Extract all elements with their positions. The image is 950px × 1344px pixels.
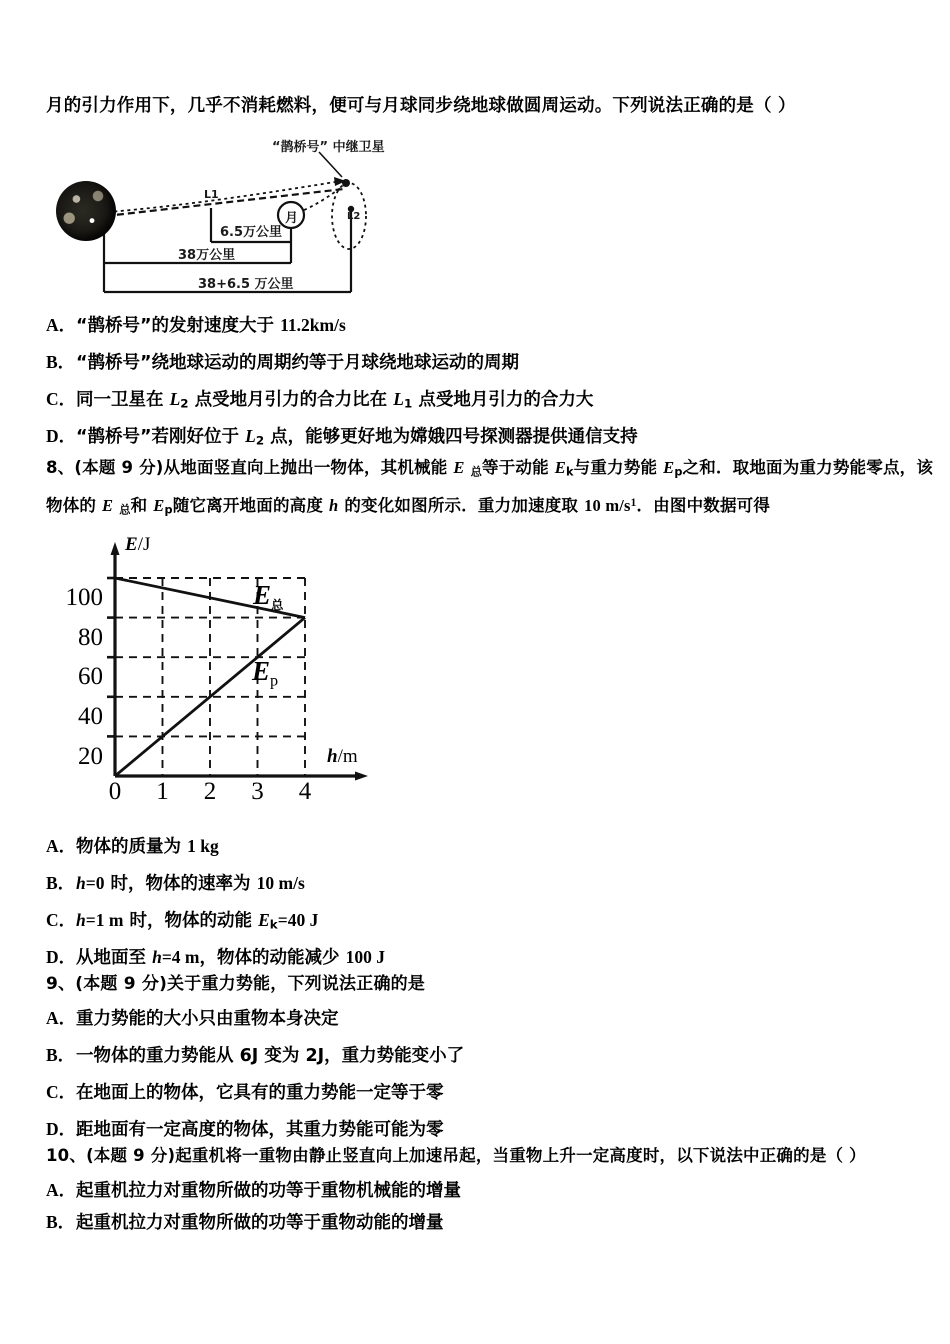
q7-option-a-text: “鹊桥号”的发射速度大于 11.2km/s xyxy=(76,315,346,336)
q8-option-a xyxy=(46,836,219,858)
q7-option-c-letter: C． xyxy=(46,389,77,409)
l2-label: L2 xyxy=(347,211,361,222)
q10-option-b-text: 起重机拉力对重物所做的功等于重物动能的增量 xyxy=(76,1213,444,1233)
q8-option-b-text: h=0 时，物体的速率为 10 m/s xyxy=(76,873,305,894)
energy-height-chart xyxy=(55,528,385,813)
q10-option-b-letter: B． xyxy=(46,1212,76,1232)
q7-option-b xyxy=(46,352,519,374)
q9-option-b xyxy=(46,1045,464,1067)
earth-icon xyxy=(56,181,116,241)
q9-option-a-letter: A． xyxy=(46,1008,77,1028)
l1-label: L1 xyxy=(204,188,219,201)
q9-option-d-text: 距地面有一定高度的物体，其重力势能可能为零 xyxy=(76,1120,444,1140)
q9-option-c xyxy=(46,1082,444,1104)
q10-stem xyxy=(46,1146,866,1166)
q7-option-a-letter: A． xyxy=(46,315,77,335)
q8-option-d-letter: D． xyxy=(46,947,77,967)
q9-option-b-letter: B． xyxy=(46,1045,76,1065)
q9-option-c-text: 在地面上的物体，它具有的重力势能一定等于零 xyxy=(76,1083,444,1103)
satellite-dot xyxy=(342,179,350,187)
x-tick-label-4: 4 xyxy=(298,778,312,805)
q9-option-d xyxy=(46,1119,444,1141)
y-tick-label-100: 100 xyxy=(65,584,103,611)
chart-x-axis-label: h/m xyxy=(327,746,358,767)
q8-option-c xyxy=(46,910,318,932)
q8-number: 8、 xyxy=(46,458,75,477)
q9-stem-text: 关于重力势能，下列说法正确的是 xyxy=(167,974,426,994)
satellite-label-pointer xyxy=(319,152,342,177)
q8-option-b xyxy=(46,873,305,895)
communication-dotted-line xyxy=(108,181,341,212)
y-axis-arrow xyxy=(111,542,120,555)
q8-option-d xyxy=(46,947,385,969)
q10-stem-text: 起重机将一重物由静止竖直向上加速吊起，当重物上升一定高度时，以下说法中正确的是（ ） xyxy=(175,1146,866,1165)
q9-number: 9、 xyxy=(46,974,76,994)
q8-points: (本题 9 分) xyxy=(74,458,164,477)
q8-option-c-letter: C． xyxy=(46,910,77,930)
q10-number: 10、 xyxy=(46,1146,87,1165)
y-tick-label-80: 80 xyxy=(78,624,103,651)
series-label-ep: $E_p$ xyxy=(252,656,279,690)
q8-stem-line1: 8、(本题 9 分)从地面竖直向上抛出一物体，其机械能 E $_总$等于动能 $E_k$与重力势能 $E_p$之和．取地面为重力势能零点，该 xyxy=(46,458,934,479)
y-tick-label-60: 60 xyxy=(78,663,103,690)
x-tick-label-0: 0 xyxy=(108,778,122,805)
queqiao-relay-satellite-diagram xyxy=(44,132,444,304)
q7-option-b-letter: B． xyxy=(46,352,76,372)
chart-svg xyxy=(55,528,385,813)
q9-points: (本题 9 分) xyxy=(75,974,168,994)
x-tick-label-3: 3 xyxy=(251,778,264,805)
q9-option-a-text: 重力势能的大小只由重物本身决定 xyxy=(76,1009,339,1029)
q7-option-b-text: “鹊桥号”绕地球运动的周期约等于月球绕地球运动的周期 xyxy=(76,353,520,373)
dim-label-38: 38万公里 xyxy=(178,248,236,263)
earth-satellite-dashed-line xyxy=(106,189,344,216)
dim-label-38-plus-6-5: 38+6.5 万公里 xyxy=(198,277,294,292)
moon-label: 月 xyxy=(285,211,299,226)
q7-option-c xyxy=(46,389,593,411)
satellite-label: “鹊桥号” 中继卫星 xyxy=(272,140,385,155)
x-axis-arrow xyxy=(355,772,368,781)
q8-option-d-text: 从地面至 h=4 m，物体的动能减少 100 J xyxy=(76,947,385,968)
q7-option-d-letter: D． xyxy=(46,426,77,446)
q7-option-a xyxy=(46,315,346,337)
q7-option-d-text: “鹊桥号”若刚好位于 $L_2$ 点，能够更好地为嫦娥四号探测器提供通信支持 xyxy=(76,426,638,448)
question7-tail-text: 月的引力作用下，几乎不消耗燃料，便可与月球同步绕地球做圆周运动。下列说法正确的是（ ） xyxy=(46,96,796,116)
y-tick-label-40: 40 xyxy=(78,703,103,730)
series-label-e-total: $E_总$ xyxy=(253,580,284,613)
q8-option-b-letter: B． xyxy=(46,873,76,893)
y-tick-label-20: 20 xyxy=(78,743,103,770)
q10-option-a-letter: A． xyxy=(46,1180,77,1200)
chart-y-axis-label: E/J xyxy=(125,534,151,555)
q8-option-a-text: 物体的质量为 1 kg xyxy=(76,836,219,857)
q10-option-a xyxy=(46,1180,461,1202)
q8-option-c-text: h=1 m 时，物体的动能 $E_k=40$ J xyxy=(76,910,319,932)
x-tick-label-2: 2 xyxy=(203,778,217,805)
q9-stem xyxy=(46,974,425,994)
q7-option-d xyxy=(46,426,638,448)
q9-option-d-letter: D． xyxy=(46,1119,77,1139)
dim-label-6-5: 6.5万公里 xyxy=(220,225,283,240)
q9-option-c-letter: C． xyxy=(46,1082,77,1102)
q10-option-b xyxy=(46,1212,444,1234)
q8-stem-line2: 物体的 E $_总$和 $E_p$随它离开地面的高度 h 的变化如图所示．重力加速度取 10 $m/s^1$．由图中数据可得 xyxy=(46,496,771,517)
q9-option-b-text: 一物体的重力势能从 6J 变为 2J，重力势能变小了 xyxy=(76,1046,465,1066)
q10-points: (本题 9 分) xyxy=(86,1146,176,1165)
q8-option-a-letter: A． xyxy=(46,836,77,856)
q7-option-c-text: 同一卫星在 $L_2$ 点受地月引力的合力比在 $L_1$ 点受地月引力的合力大 xyxy=(76,389,594,411)
q10-option-a-text: 起重机拉力对重物所做的功等于重物机械能的增量 xyxy=(76,1181,461,1201)
x-tick-label-1: 1 xyxy=(156,778,169,805)
q9-option-a xyxy=(46,1008,339,1030)
